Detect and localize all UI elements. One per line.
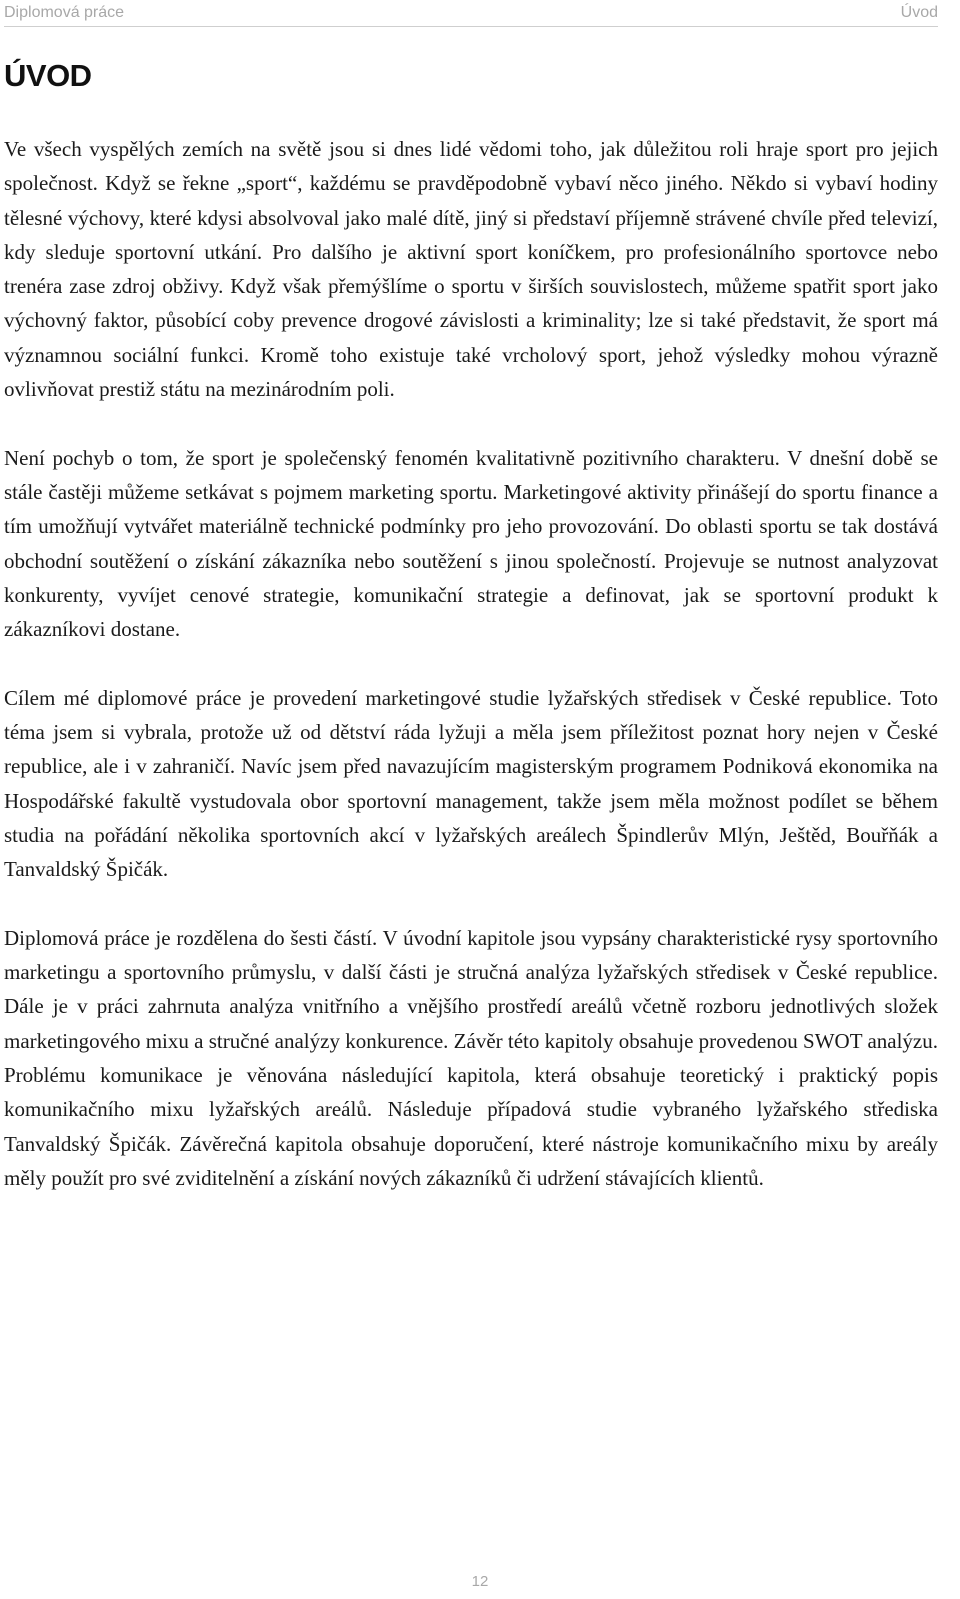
header-section-title: Úvod — [900, 4, 938, 21]
paragraph-4: Diplomová práce je rozdělena do šesti částí. V úvodní kapitole jsou vypsány charakteristické rysy sportovního marketingu a sportovního průmyslu, v další části je stručná analýza lyžařských středisek v České republice. Dále je v práci zahrnuta analýza vnitřního a vnějšího prostředí areálů včetně rozboru jednotlivých složek marketingového mixu a stručné analýzy konkurence. Závěr této kapitoly obsahuje provedenou SWOT analýzu. Problému komunikace je věnována následující kapitola, která obsahuje teoretický i praktický popis komunikačního mixu lyžařských areálů. Následuje případová studie vybraného lyžařského střediska Tanvaldský Špičák. Závěrečná kapitola obsahuje doporučení, které nástroje komunikačního mixu by areály měly použít pro své zviditelnění a získání nových zákazníků či udržení stávajících klientů. — [4, 925, 938, 1190]
paragraph-1: Ve všech vyspělých zemích na světě jsou si dnes lidé vědomi toho, jak důležitou roli hraje sport pro jejich společnost. Když se řekne „sport“, každému se pravděpodobně vybaví něco jiného. Někdo si vybaví hodiny tělesné výchovy, které kdysi absolvoval jako malé dítě, jiný si představí příjemně strávené chvíle před televizí, kdy sleduje sportovní utkání. Pro dalšího je aktivní sport koníčkem, pro profesionálního sportovce nebo trenéra zase zdroj obživy. Když však přemýšlíme o sportu v širších souvislostech, můžeme spatřit sport jako výchovný faktor, působící coby prevence drogové závislosti a kriminality; lze si také představit, že sport má významnou sociální funkci. Kromě toho existuje také vrcholový sport, jehož výsledky mohou výrazně ovlivňovat prestiž státu na mezinárodním poli. — [4, 137, 938, 402]
page-number: 12 — [471, 1573, 489, 1590]
body-text — [4, 132, 938, 1195]
chapter-title: ÚVOD — [4, 58, 92, 93]
running-header — [4, 2, 938, 27]
paragraph-2: Není pochyb o tom, že sport je společenský fenomén kvalitativně pozitivního charakteru. V dnešní době se stále častěji můžeme setkávat s pojmem marketing sportu. Marketingové aktivity přinášejí do sportu finance a tím umožňují vytvářet materiálně technické podmínky pro jeho provozování. Do oblasti sportu se tak dostává obchodní soutěžení o získání zákazníka nebo soutěžení s jinou společností. Projevuje se nutnost analyzovat konkurenty, vyvíjet cenové strategie, komunikační strategie a definovat, jak se sportovní produkt k zákazníkovi dostane. — [4, 445, 938, 642]
paragraph-3: Cílem mé diplomové práce je provedení marketingové studie lyžařských středisek v České republice. Toto téma jsem si vybrala, protože už od dětství ráda lyžuji a měla jsem příležitost poznat hory nejen v České republice, ale i v zahraničí. Navíc jsem před navazujícím magisterským programem Podniková ekonomika na Hospodářské fakultě vystudovala obor sportovní management, takže jsem měla možnost podílet se během studia na pořádání několika sportovních akcí v lyžařských areálech Špindlerův Mlýn, Ještěd, Bouřňák a Tanvaldský Špičák. — [4, 685, 938, 882]
header-document-title: Diplomová práce — [4, 4, 125, 21]
